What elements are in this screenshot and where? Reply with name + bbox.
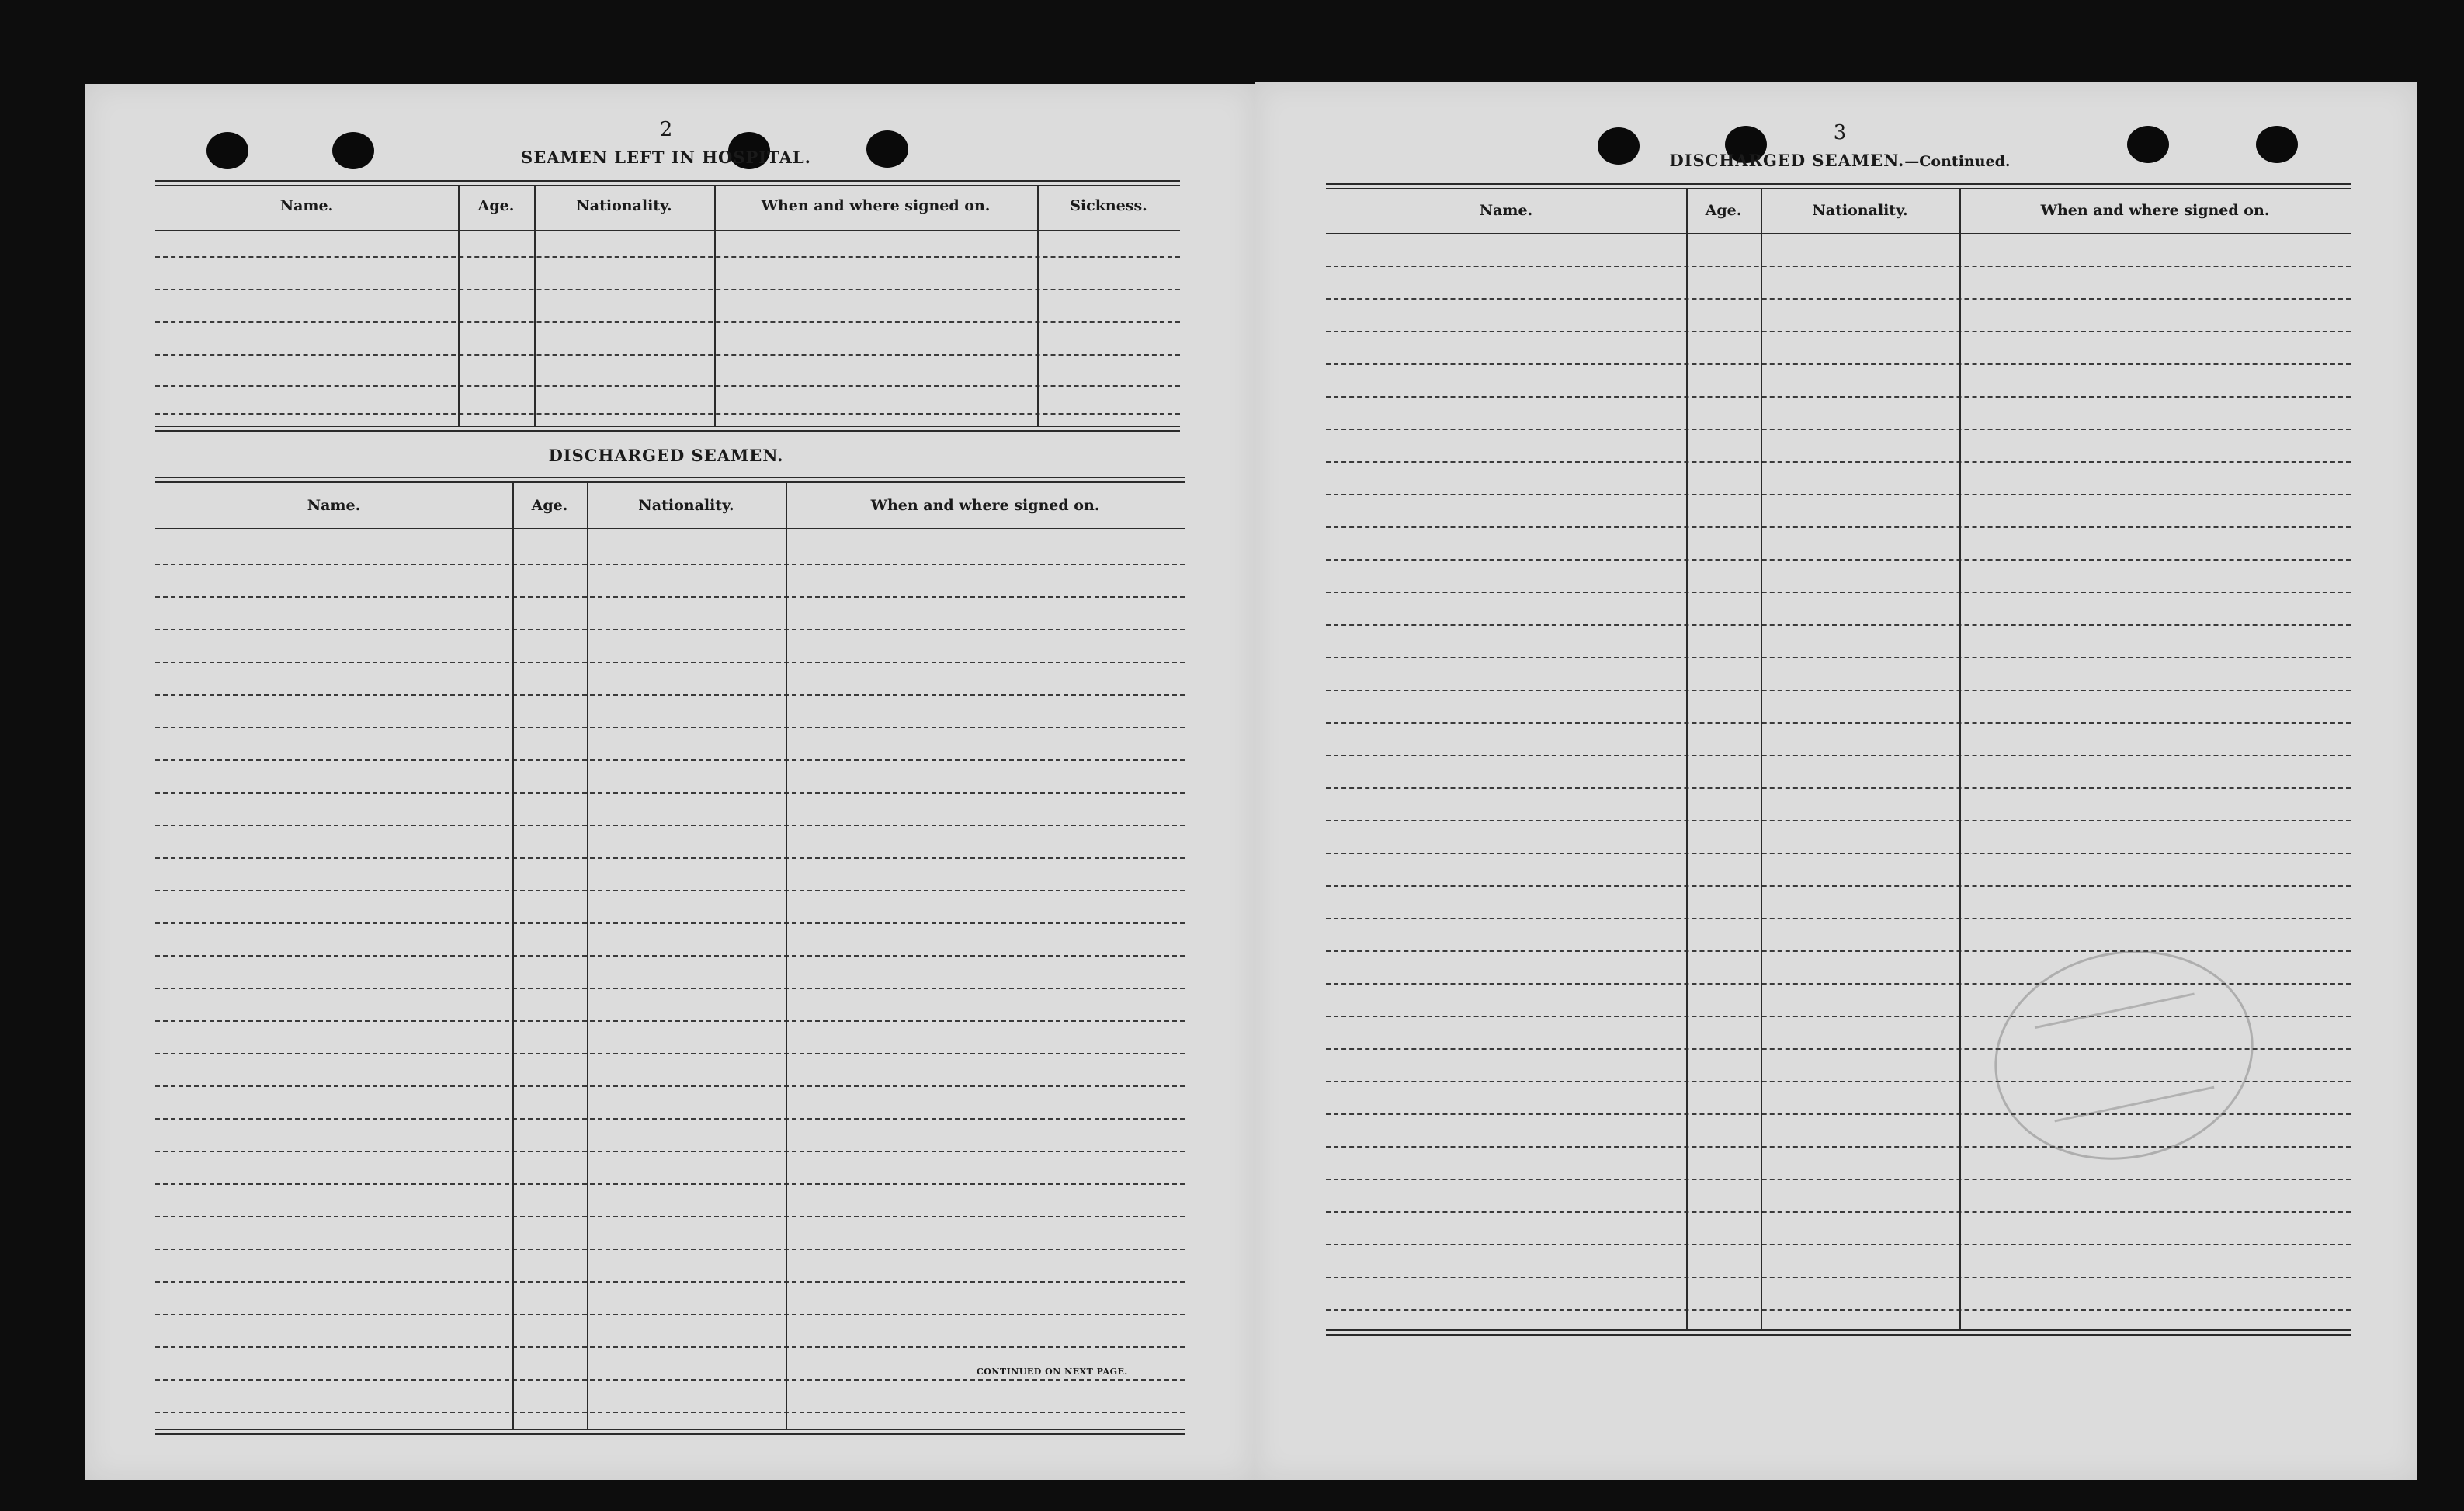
column-header-name: Name. bbox=[1479, 202, 1533, 219]
punch-hole bbox=[332, 132, 374, 169]
column-header-nationality: Nationality. bbox=[576, 197, 672, 214]
discharged-continued-title-main: DISCHARGED SEAMEN. bbox=[1669, 151, 1905, 170]
column-header-nationality: Nationality. bbox=[1812, 202, 1908, 219]
discharged-continued-title-suffix: —Continued. bbox=[1904, 153, 2011, 170]
punch-hole bbox=[1598, 127, 1640, 165]
column-header-age: Age. bbox=[477, 197, 515, 214]
punch-hole bbox=[2256, 126, 2298, 163]
discharged-section-title: DISCHARGED SEAMEN. bbox=[548, 446, 784, 465]
discharged-continued-title bbox=[1669, 151, 2010, 170]
hospital-section-title: SEAMEN LEFT IN HOSPITAL. bbox=[521, 148, 811, 167]
continued-footnote: CONTINUED ON NEXT PAGE. bbox=[977, 1367, 1128, 1377]
column-header-nationality: Nationality. bbox=[638, 497, 734, 514]
discharged-table bbox=[155, 477, 1185, 1447]
column-header-signed-on: When and where signed on. bbox=[761, 197, 991, 214]
hospital-table bbox=[155, 180, 1180, 433]
column-header-signed-on: When and where signed on. bbox=[2040, 202, 2270, 219]
column-header-name: Name. bbox=[307, 497, 361, 514]
column-header-age: Age. bbox=[531, 497, 568, 514]
punch-hole bbox=[206, 132, 248, 169]
punch-hole bbox=[2127, 126, 2169, 163]
right-page bbox=[1255, 82, 2417, 1480]
punch-hole bbox=[866, 130, 908, 168]
column-header-name: Name. bbox=[279, 197, 334, 214]
column-header-sickness: Sickness. bbox=[1070, 197, 1147, 214]
left-page bbox=[85, 84, 1255, 1480]
column-header-age: Age. bbox=[1705, 202, 1742, 219]
column-header-signed-on: When and where signed on. bbox=[870, 497, 1100, 514]
page-number: 2 bbox=[659, 118, 673, 141]
discharged-continued-table bbox=[1326, 183, 2351, 1371]
page-number: 3 bbox=[1833, 121, 1847, 144]
